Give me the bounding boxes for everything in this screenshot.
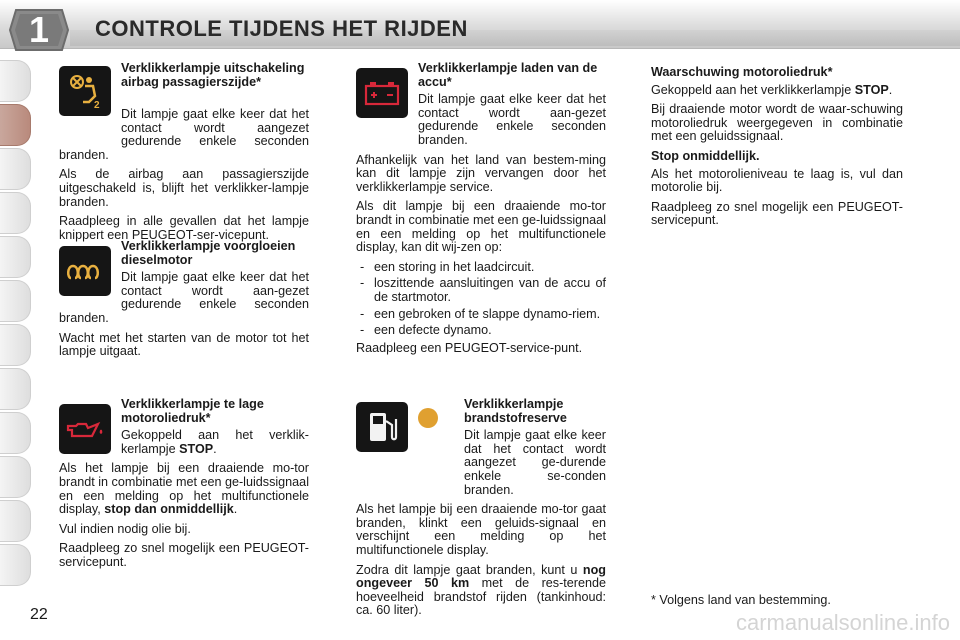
airbag-p1: Dit lampje gaat elke keer dat het contact wordt aangezet gedurende enkele seconden branden. [59, 107, 309, 162]
oil-warning-p1-bold: STOP [854, 82, 889, 97]
fuel-p3-text: Zodra dit lampje gaat branden, kunt u [356, 562, 583, 577]
battery-causes-list [356, 261, 606, 338]
chapter-tab[interactable] [0, 456, 31, 498]
chapter-tab[interactable] [0, 544, 31, 586]
airbag-p3: Raadpleeg in alle gevallen dat het lampje knippert een PEUGEOT-ser-vicepunt. [59, 214, 309, 242]
oil-heading: Verklikkerlampje te lage motoroliedruk* [121, 397, 264, 425]
chapter-tab[interactable] [0, 60, 31, 102]
oil-warning-p1-text: Gekoppeld aan het verklikkerlampje [651, 82, 855, 97]
fuel-p1: Dit lampje gaat elke keer dat het contact wordt aangezet ge-durende enkele se-conden branden. [464, 428, 606, 497]
oil-p1-bold: STOP [179, 441, 214, 456]
chapter-tabs [0, 60, 36, 588]
battery-p1: Dit lampje gaat elke keer dat het contact wordt aan-gezet gedurende enkele seconden branden. [418, 92, 606, 147]
oil-pressure-warning-icon [59, 404, 111, 454]
chapter-tab[interactable] [0, 500, 31, 542]
oil-warning-p1 [651, 84, 903, 98]
chapter-badge [8, 6, 70, 54]
fuel-p2: Als het lampje bij een draaiende mo-tor gaat branden, klinkt een geluids-signaal en verschijnt een melding op het multifunctionele display. [356, 502, 606, 557]
oil-p3: Vul indien nodig olie bij. [59, 521, 191, 536]
diesel-preheating-icon [59, 246, 111, 296]
watermark: carmanualsonline.info [735, 610, 950, 635]
chapter-tab[interactable] [0, 412, 31, 454]
battery-charge-warning-icon [356, 68, 408, 118]
airbag-p2: Als de airbag aan passagierszijde uitgeschakeld is, blijft het verklikker-lampje branden. [59, 167, 309, 209]
oil-p2-end: . [233, 502, 238, 517]
page-number: 22 [30, 606, 48, 623]
oil-p2 [59, 462, 309, 516]
section-oil [59, 398, 309, 576]
svg-text:2: 2 [94, 100, 100, 110]
chapter-tab[interactable] [0, 280, 31, 322]
airbag-heading-text: Verklikkerlampje uitschakeling airbag passagierszijde* [121, 61, 305, 89]
glow-heading: Verklikkerlampje voorgloeien dieselmotor [121, 239, 296, 267]
oil-p4: Raadpleeg zo snel mogelijk een PEUGEOT-servicepunt. [59, 541, 309, 569]
oil-warning-p3: Als het motorolieniveau te laag is, vul dan motorolie bij. [651, 166, 903, 195]
glow-p2: Wacht met het starten van de motor tot het lampje uitgaat. [59, 330, 309, 359]
list-item: - een storing in het laadcircuit. [356, 261, 606, 275]
amber-warning-lamp-icon [418, 408, 438, 428]
section-glow [59, 240, 309, 365]
battery-p3: Als dit lampje bij een draaiende mo-tor brandt in combinatie met een ge-luidssignaal en een melding op het multifunctionele display, kan dit wij-zen op: [356, 199, 606, 255]
column-1-text [59, 62, 309, 248]
oil-p2-bold: stop dan onmiddellijk [104, 502, 234, 517]
oil-warning-p1-end: . [888, 82, 893, 97]
fuel-heading: Verklikkerlampje brandstofreserve [464, 397, 567, 425]
oil-p1-end: . [213, 441, 217, 456]
page-title: CONTROLE TIJDENS HET RIJDEN [95, 16, 468, 41]
list-item: - loszittende aansluitingen van de accu of de startmotor. [356, 277, 606, 304]
glow-p1: Dit lampje gaat elke keer dat het contact wordt aan-gezet gedurende enkele seconden branden. [59, 270, 309, 325]
fuel-reserve-icon [356, 402, 408, 452]
footnote: * Volgens land van bestemming. [651, 593, 831, 607]
oil-warning-p2: Bij draaiende motor wordt de waar-schuwing motoroliedruk weergegeven in combinatie met een geluidssignaal. [651, 102, 903, 144]
chapter-tab-active[interactable] [0, 104, 31, 146]
section-battery [356, 62, 606, 361]
chapter-tab[interactable] [0, 236, 31, 278]
stop-heading: Stop onmiddellijk. [651, 148, 760, 163]
chapter-tab[interactable] [0, 324, 31, 366]
oil-p1-text: Gekoppeld aan het verklik-kerlampje [121, 428, 309, 456]
oil-p2-text: Als het lampje bij een draaiende mo-tor brandt in combinatie met een ge-luidssignaal en een melding op het multifunctionele display, [59, 461, 309, 517]
chapter-tab[interactable] [0, 368, 31, 410]
battery-p2: Afhankelijk van het land van bestem-ming kan dit lampje zijn vervangen door het verklikkerlampje service. [356, 152, 606, 194]
chapter-tab[interactable] [0, 192, 31, 234]
oil-warning-p4: Raadpleeg zo snel mogelijk een PEUGEOT-servicepunt. [651, 199, 903, 228]
fuel-p3-bold: nog ongeveer 50 km [356, 562, 606, 591]
section-fuel [356, 398, 606, 624]
battery-p4: Raadpleeg een PEUGEOT-service-punt. [356, 340, 583, 355]
oil-warning-heading: Waarschuwing motoroliedruk* [651, 65, 833, 79]
fuel-p3 [356, 564, 606, 618]
chapter-tab[interactable] [0, 148, 31, 190]
list-item: - een gebroken of te slappe dynamo-riem. [356, 308, 606, 322]
fuel-p3-end: met de res-terende hoeveelheid brandstof rijden (tankinhoud: ca. 60 liter). [356, 576, 606, 618]
section-oil-pressure-warning [651, 66, 903, 234]
list-item: - een defecte dynamo. [356, 324, 606, 338]
chapter-number: 1 [28, 9, 50, 50]
battery-heading: Verklikkerlampje laden van de accu* [418, 61, 598, 89]
